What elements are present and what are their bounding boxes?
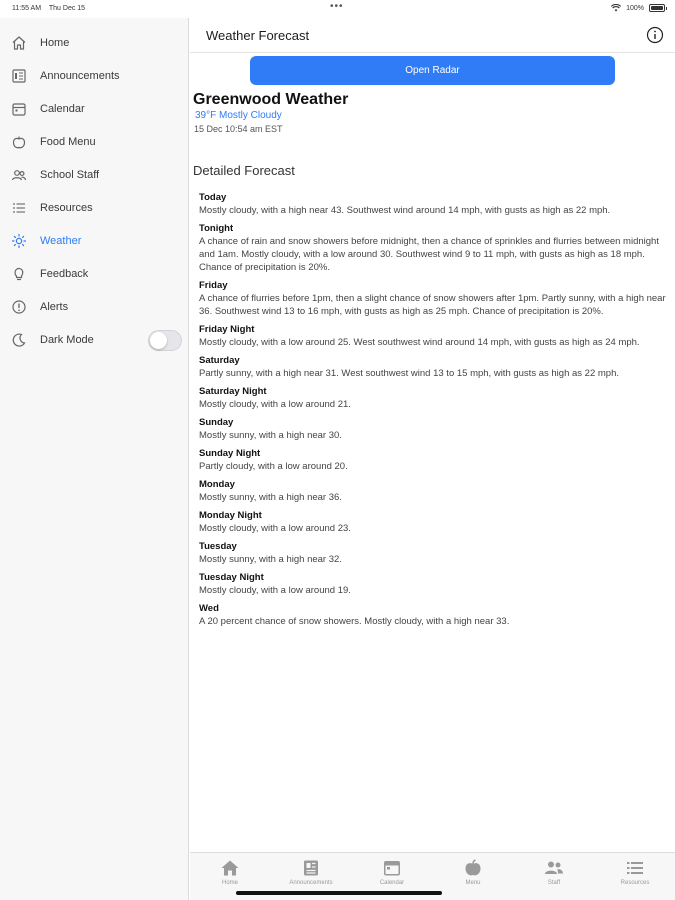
list-item [199,324,669,349]
detailed-forecast-title: Detailed Forecast [193,163,295,178]
sidebar-item-home[interactable] [0,28,189,58]
period-name: Sunday [199,417,234,428]
calendar-icon [10,100,28,118]
home-icon [220,859,240,877]
apple-icon [463,859,483,877]
period-text: Mostly cloudy, with a high near 43. Southwest wind around 14 mph, with gusts as high as 22 mph. [199,205,611,216]
calendar-icon [382,859,402,877]
period-text: Mostly cloudy, with a low around 25. West southwest wind around 14 mph, with gusts as high as 24 mph. [199,337,640,348]
sidebar-item-label: Resources [40,202,93,214]
apple-icon [10,133,28,151]
list-icon [625,859,645,877]
battery-percent: 100% [626,4,644,12]
period-name: Today [199,192,227,203]
sidebar-item-label: Home [40,37,70,49]
alert-icon [10,298,28,316]
sidebar-item-alerts[interactable] [0,292,189,322]
sidebar-item-label: Announcements [40,70,120,82]
people-icon [10,166,28,184]
page-title: Weather Forecast [206,28,310,43]
period-text: Mostly cloudy, with a low around 21. [199,399,351,410]
tab-menu[interactable] [433,853,513,900]
list-item [199,572,669,597]
period-name: Sunday Night [199,448,261,459]
list-icon [10,199,28,217]
newspaper-icon [10,67,28,85]
period-text: Mostly cloudy, with a low around 23. [199,523,351,534]
list-item [199,280,669,318]
sidebar-item-calendar[interactable] [0,94,189,124]
period-text: Mostly cloudy, with a low around 19. [199,585,351,596]
sun-icon [10,232,28,250]
sidebar-item-label: Dark Mode [40,334,94,346]
period-name: Friday Night [199,324,255,335]
list-item [199,448,669,473]
list-item [199,192,669,217]
period-name: Tuesday [199,541,237,552]
updated-timestamp: 15 Dec 10:54 am EST [194,124,283,134]
tab-resources[interactable] [595,853,675,900]
battery-fill [651,6,663,10]
sidebar-item-announcements[interactable] [0,61,189,91]
list-item [199,479,669,504]
period-name: Wed [199,603,219,614]
list-item [199,355,669,380]
status-bar [0,0,675,18]
sidebar-item-label: Food Menu [40,136,96,148]
info-button[interactable] [646,26,664,44]
tab-label: Staff [547,880,561,886]
period-text: Partly sunny, with a high near 31. West southwest wind 13 to 15 mph, with gusts as high as 22 mph. [199,368,619,379]
lightbulb-icon [10,265,28,283]
status-time: 11:55 AM [12,5,42,12]
period-text: Partly cloudy, with a low around 20. [199,461,348,472]
status-right [611,4,665,12]
sidebar-item-weather[interactable] [0,226,189,256]
tab-label: Home [221,880,238,886]
tab-label: Calendar [379,880,405,886]
period-text: Mostly sunny, with a high near 32. [199,554,342,565]
toggle-knob [150,332,167,349]
tab-label: Resources [620,880,650,886]
sidebar-item-label: Weather [40,235,82,247]
tab-staff[interactable] [514,853,594,900]
list-item [199,386,669,411]
sidebar-item-dark-mode [0,325,189,355]
period-name: Monday [199,479,235,490]
period-text: Mostly sunny, with a high near 36. [199,492,342,503]
period-name: Tonight [199,223,234,234]
sidebar-item-feedback[interactable] [0,259,189,289]
moon-icon [10,331,28,349]
info-icon [646,26,664,44]
period-text: Mostly sunny, with a high near 30. [199,430,342,441]
list-item [199,223,669,274]
period-name: Friday [199,280,228,291]
period-name: Saturday Night [199,386,267,397]
dark-mode-toggle[interactable] [148,330,182,351]
status-left [12,5,91,12]
sidebar-item-resources[interactable] [0,193,189,223]
wifi-icon [611,4,621,12]
people-icon [544,859,564,877]
period-text: A chance of rain and snow showers before midnight, then a chance of sprinkles and flurries between midnight and 1am. Mostly cloudy, with a low around 30. Southwest wind 9 to 11 mph, with gusts as high as 18 mph. Chance of precipitation is 20%. [199,236,659,273]
period-name: Monday Night [199,510,262,521]
home-indicator[interactable] [236,891,442,895]
sidebar-item-food-menu[interactable] [0,127,189,157]
sidebar-item-label: Calendar [40,103,85,115]
sidebar [0,18,189,900]
multitasking-dots-icon[interactable]: ••• [330,1,344,12]
main-content [190,18,675,900]
newspaper-icon [301,859,321,877]
period-text: A 20 percent chance of snow showers. Mostly cloudy, with a high near 33. [199,616,510,627]
forecast-list [199,192,669,634]
sidebar-item-label: Feedback [40,268,89,280]
list-item [199,541,669,566]
sidebar-item-label: Alerts [40,301,69,313]
list-item [199,417,669,442]
tab-label: Menu [465,880,481,886]
sidebar-item-label: School Staff [40,169,100,181]
location-title: Greenwood Weather [193,91,349,108]
list-item [199,510,669,535]
period-name: Tuesday Night [199,572,264,583]
status-date: Thu Dec 15 [48,5,86,12]
list-item [199,603,669,628]
period-name: Saturday [199,355,240,366]
period-text: A chance of flurries before 1pm, then a slight chance of snow showers after 1pm. Partly sunny, with a high near 36. Southwest wind 13 to 16 mph, with gusts as high as 25 mph. Chance of precipitation is 20%. [199,293,666,317]
sidebar-item-school-staff[interactable] [0,160,189,190]
current-conditions: 39°F Mostly Cloudy [195,110,282,121]
header-divider [190,52,675,53]
battery-icon [649,4,665,12]
tab-label: Announcements [289,880,333,886]
home-icon [10,34,28,52]
open-radar-button[interactable]: Open Radar [250,56,615,85]
